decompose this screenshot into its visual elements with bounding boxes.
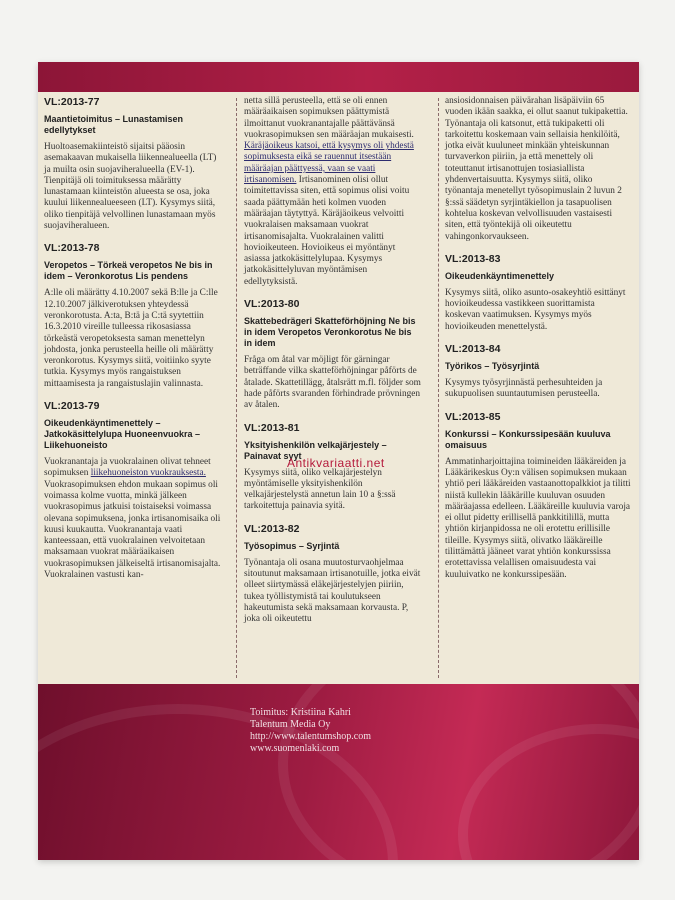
- section-body: [44, 457, 222, 581]
- imprint-editor: Toimitus: Kristiina Kahri: [250, 707, 351, 718]
- underlined-text: Käräjäoikeus katsoi, että kysymys oli yhdestä sopimuksesta eikä se rauennut itsestään määräajan päättyessä, vaan se vaati irtisanomisen.: [244, 141, 414, 186]
- section-head: VL:2013-84: [445, 343, 501, 356]
- underlined-text: liikehuoneiston vuokrauksesta.: [90, 468, 206, 479]
- section-head: VL:2013-79: [44, 400, 100, 413]
- section-title: Yksityishenkilön velkajärjestely – Painavat syyt: [244, 439, 387, 461]
- section-head: VL:2013-78: [44, 242, 100, 255]
- section-title: Konkurssi – Konkurssipesään kuuluva omaisuus: [445, 428, 611, 450]
- continued-text: ansiosidonnaisen päivärahan lisäpäiviin 65 vuoden ikään saakka, ei ollut saanut tukipakettia. Työnantaja oli katsonut, että tukipaketti oli tarkoitettu koskemaan vain sellaisia henkilöitä, jotka eivät kuuluneet minkään yhteiskunnan turvaverkon piiriin, ja että menettely oli toteuttanut irtisanottujen tosiasiallista yhdenvertaisuutta. Kysymys siitä, oliko työnantaja menetellyt työsopimuslain 2 luvun 2 §:ssä säädetyn syrjintäkiellon ja tasapuolisen kohtelua koskevan velvollisuuden vastaisesti siten, että työntekijä oli oikeutettu vahingonkorvaukseen.: [445, 96, 628, 242]
- section-title: Maantietoimitus – Lunastamisen edellytykset: [44, 114, 184, 135]
- column-2: [244, 96, 422, 636]
- section-title: Oikeudenkäyntimenettely – Jatkokäsittelylupa Huoneenvuokra – Liikehuoneisto: [44, 418, 201, 451]
- top-color-band: [38, 62, 639, 92]
- section-title: Veropetos – Törkeä veropetos Ne bis in idem – Veronkorotus Lis pendens: [44, 260, 213, 282]
- section-title: Oikeudenkäyntimenettely: [445, 270, 555, 281]
- section-body: A:lle oli määrätty 4.10.2007 sekä B:lle ja C:lle 12.10.2007 jälkiverotuksen yhteydessä veronkorotusta. A:ta, B:tä ja C:tä syytettiin 16.3.2010 vireille tulleessa rikosasiassa törkeästä veropetoksesta saman menettelyn johdosta, jonka perusteella heille oli määrätty veronkorotus. Kysymys siitä, voitiinko syyte tutkia. Kysymys myös rangaistuksen mittaamisesta ja rangaistuslajin valinnasta.: [44, 288, 218, 389]
- imprint-shop-url: http://www.talentumshop.com: [250, 731, 372, 742]
- section-head: VL:2013-80: [244, 298, 300, 311]
- body-text: Vuokranantaja ja vuokralainen olivat tehneet sopimuksen: [44, 457, 211, 479]
- section-body: Kysymys siitä, oliko velkajärjestelyn myöntämiselle yksityishenkilön velkajärjestelystä annetun lain 10 a §:ssä tarkoitettuja painavia syitä.: [244, 467, 396, 512]
- column-1: [44, 96, 222, 591]
- watermark-text: Antikvariaatti.net: [287, 456, 385, 470]
- section-body: Huoltoasemakiinteistö sijaitsi pääosin asemakaavan mukaisella liikennealueella (LT) ja muilta osin suojaviheralueella (EV-1). Tienpitäjä oli toimituksessa määrätty lunastamaan kiinteistön alueesta se osa, joka kuului liikennealueeseen (LT). Kysymys siitä, oliko tienpitäjä velvollinen lunastamaan myös suojaviheralueen.: [44, 142, 217, 232]
- body-text: Vuokrasopimuksen ehdon mukaan sopimus oli voimassa kolme vuotta, minkä jälkeen vuokrasopimus jatkuisi toistaiseksi voimassa olevana sopimuksena, jonka irtisanomisaika oli kuusi kuukautta. Vuokranantaja vaati kanteessaan, että vuokralainen velvoitetaan maksamaan vuokrat määräaikaisen vuokrasopimuksen jälkeiseltä irtisanomisajalta. Vuokralainen vastusti kan-: [44, 479, 221, 581]
- publisher-imprint: [250, 707, 371, 755]
- section-head: VL:2013-85: [445, 410, 501, 423]
- section-body: Työnantaja oli osana muutosturvaohjelmaa sitoutunut maksamaan irtisanotuille, jotka eivät olleet siirtymässä eläkejärjestelyjen piiriin, tukea työllistymistä tai koulutukseen hakeutumista sekä maksamaan korvausta. P, joka oli oikeutettu: [244, 557, 421, 625]
- section-title: Työsopimus – Syrjintä: [244, 540, 340, 551]
- continued-text: [244, 96, 422, 288]
- section-body: Kysymys siitä, oliko asunto-osakeyhtiö esittänyt hovioikeudessa vastikkeen suorittamista koskevan vaatimuksen. Kysymys myös hovioikeuden menettelystä.: [445, 287, 626, 332]
- section-title: Skattebedrägeri Skatteförhöjning Ne bis in idem Veropetos Veronkorotus Ne bis in idem: [244, 316, 416, 349]
- magazine-page: [38, 62, 639, 860]
- section-body: Kysymys työsyrjinnästä perhesuhteiden ja sukupuolisen suuntautumisen perusteella.: [445, 378, 603, 400]
- section-head: VL:2013-82: [244, 522, 300, 535]
- body-text: Irtisanominen olisi ollut toimitettavissa siten, että sopimus olisi voitu saada päättymään heti kolmen vuoden määräajan täytyttyä. Käräjäoikeus velvoitti vuokralaisen maksamaan vuokrat irtisanomisajalta. Vuokralainen valitti hovioikeuteen. Hovioikeus ei myöntänyt asiassa jatkokäsittelylupaa. Kysymys jatkokäsittelyluvan myöntämisen edellytyksistä.: [244, 175, 410, 287]
- section-head: VL:2013-81: [244, 421, 300, 434]
- body-text: netta sillä perusteella, että se oli ennen määräaikaisen sopimuksen päättymistä ilmoittanut vuokranantajalle päättävänsä vuokrasopimuksen sen määräajan mukaisesti.: [244, 96, 414, 140]
- section-body: Ammatinharjoittajina toimineiden lääkäreiden ja Lääkärikeskus Oy:n välisen sopimuksen mukaan yhtiö peri lääkäreiden vastaanottopalkkiot ja tilitti niistä kullekin lääkärille kuuluvan osuuden määräajassa edelleen. Lääkäreille kuuluvia varoja ei ollut pidetty erillisellä pankkitilillä, mutta yhtiön kirjanpidossa ne oli erotettu erillisille tileille. Kysymys siitä, olivatko lääkäreille tilittämättä jääneet varat yhtiön konkurssissa erotettavissa velallisen omaisuudesta vai kuuluivatko ne konkurssipesään.: [445, 456, 631, 580]
- section-title: Työrikos – Työsyrjintä: [445, 361, 540, 372]
- section-head: VL:2013-83: [445, 252, 501, 265]
- section-head: VL:2013-77: [44, 96, 100, 108]
- section-body: Fråga om åtal var möjligt för gärningar beträffande vilka skatteförhöjningar påförts de åtalade. Skattetillägg, åtalsrätt m.fl. följder som hade påförts svaranden förhindrade prövningen av åtalen.: [244, 355, 421, 411]
- imprint-publisher: Talentum Media Oy: [250, 719, 331, 730]
- column-divider: [438, 98, 439, 678]
- column-3: [445, 96, 631, 591]
- column-divider: [236, 98, 237, 678]
- imprint-site-url: www.suomenlaki.com: [250, 743, 340, 754]
